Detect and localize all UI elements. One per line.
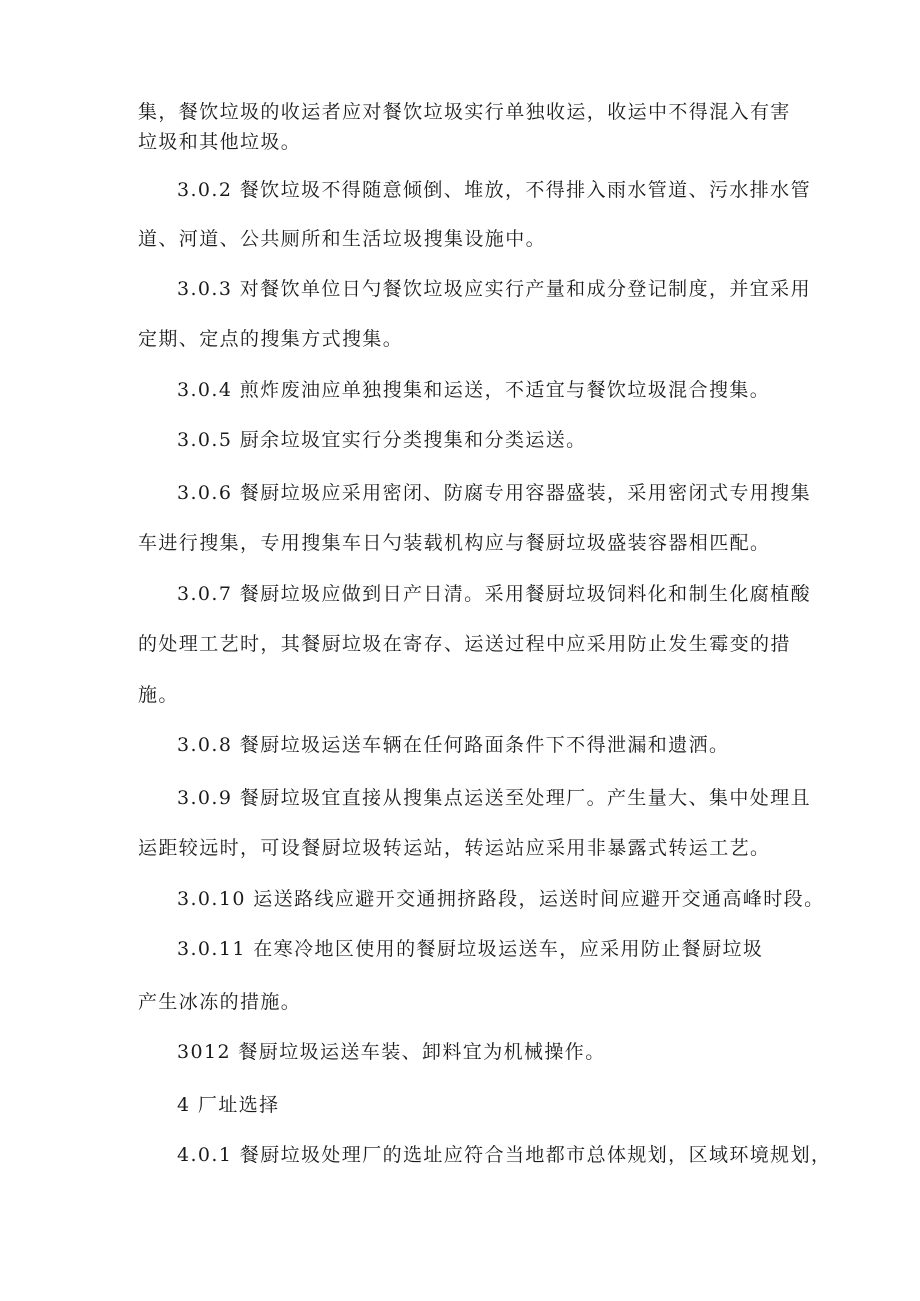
text-line: 3.0.11 在寒冷地区使用的餐厨垃圾运送车，应采用防止餐厨垃圾	[177, 938, 764, 960]
text-line: 3.0.2 餐饮垃圾不得随意倾倒、堆放，不得排入雨水管道、污水排水管	[177, 179, 811, 201]
text-line: 产生冰冻的措施。	[138, 991, 302, 1013]
text-line: 3012 餐厨垃圾运送车装、卸料宜为机械操作。	[177, 1041, 606, 1063]
text-line: 定期、定点的搜集方式搜集。	[138, 328, 404, 350]
section-heading: 4 厂址选择	[177, 1094, 280, 1116]
text-line: 3.0.5 厨余垃圾宜实行分类搜集和分类运送。	[177, 429, 587, 451]
text-line: 3.0.4 煎炸废油应单独搜集和运送，不适宜与餐饮垃圾混合搜集。	[177, 379, 771, 401]
text-line: 3.0.7 餐厨垃圾应做到日产日清。采用餐厨垃圾饲料化和制生化腐植酸	[177, 583, 811, 605]
text-line: 3.0.9 餐厨垃圾宜直接从搜集点运送至处理厂。产生量大、集中处理且	[177, 787, 811, 809]
text-line: 4.0.1 餐厨垃圾处理厂的选址应符合当地都市总体规划，区域环境规划，	[177, 1144, 832, 1166]
text-line: 施。	[138, 684, 179, 706]
text-line: 3.0.6 餐厨垃圾应采用密闭、防腐专用容器盛装，采用密闭式专用搜集	[177, 482, 811, 504]
text-line: 3.0.3 对餐饮单位日勺餐饮垃圾应实行产量和成分登记制度，并宜采用	[177, 278, 811, 300]
text-line: 3.0.8 餐厨垃圾运送车辆在任何路面条件下不得泄漏和遗洒。	[177, 734, 730, 756]
text-line: 垃圾和其他垃圾。	[138, 131, 302, 153]
text-line: 的处理工艺时，其餐厨垃圾在寄存、运送过程中应采用防止发生霉变的措	[138, 633, 791, 655]
text-line: 3.0.10 运送路线应避开交通拥挤路段，运送时间应避开交通高峰时段。	[177, 888, 825, 910]
text-line: 集，餐饮垃圾的收运者应对餐饮垃圾实行单独收运，收运中不得混入有害	[138, 101, 791, 123]
text-line: 道、河道、公共厕所和生活垃圾搜集设施中。	[138, 228, 547, 250]
text-line: 运距较远时，可设餐厨垃圾转运站，转运站应采用非暴露式转运工艺。	[138, 837, 771, 859]
text-line: 车进行搜集，专用搜集车日勺装载机构应与餐厨垃圾盛装容器相匹配。	[138, 532, 771, 554]
